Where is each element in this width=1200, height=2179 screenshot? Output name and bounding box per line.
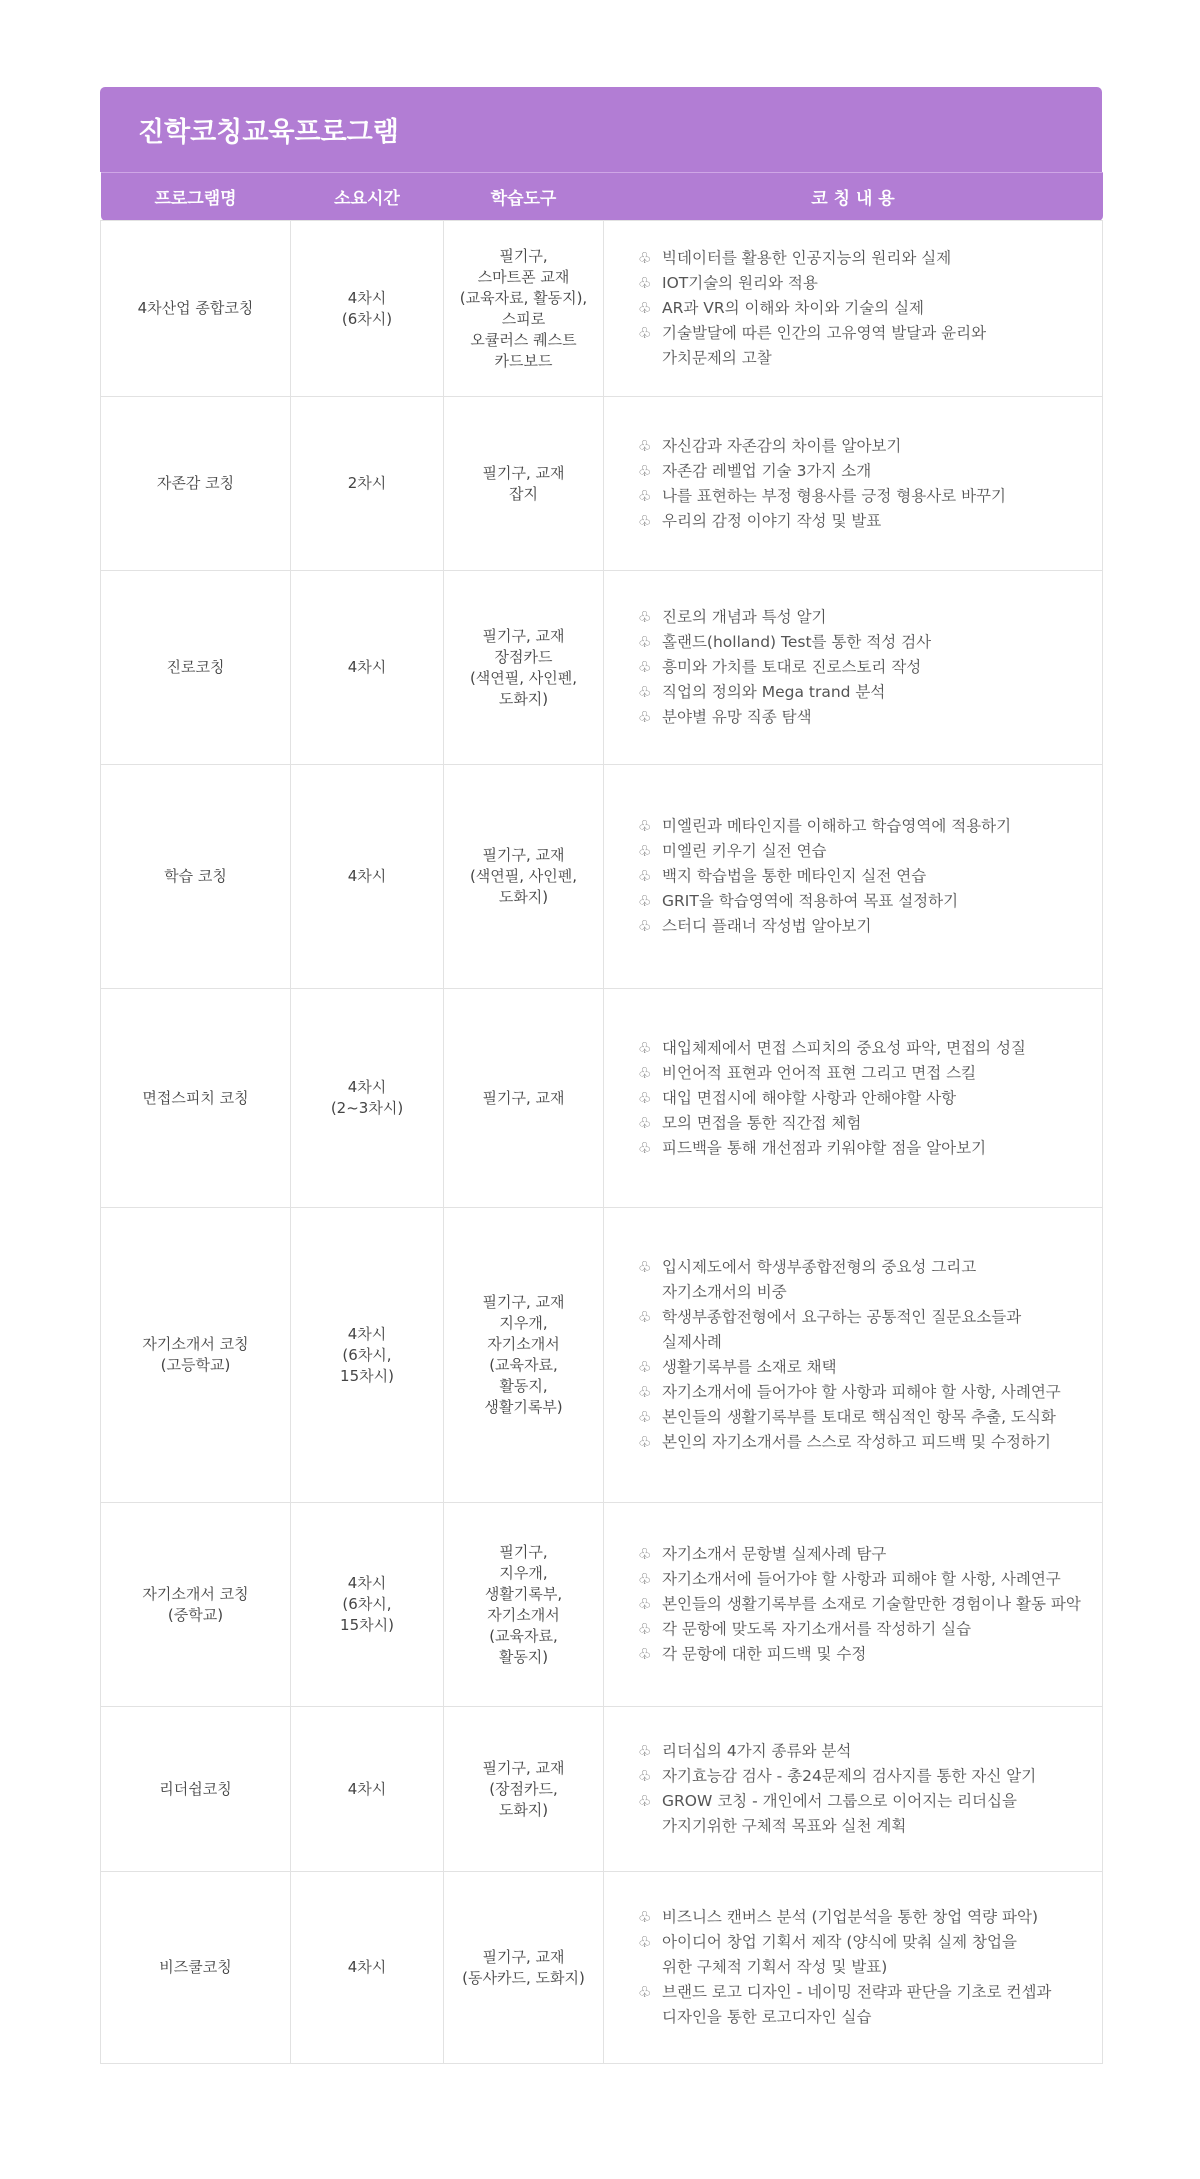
tools-cell-line: 자기소개서 [487,1335,560,1353]
duration-cell [291,1503,444,1707]
list-item-text: 비즈니스 캔버스 분석 (기업분석을 통한 창업 역량 파악) [662,1908,1038,1926]
tools-cell-line: 지우개, [499,1314,548,1332]
program-panel [100,87,1102,2064]
clover-icon: ♧ [638,1645,652,1663]
list-item [638,1905,1082,1930]
list-item [638,864,1082,889]
tools-cell-line: 필기구, 교재 [482,626,565,645]
coaching-content-cell [604,571,1103,765]
clover-icon: ♧ [638,1933,652,1951]
list-item [638,1980,1082,2030]
clover-icon: ♧ [638,486,652,505]
duration-cell [291,397,444,571]
program-name-cell-line: (중학교) [167,1605,224,1624]
list-item-text: 실제사례 [662,1333,722,1351]
page-title: 진학코칭교육프로그램 [138,117,399,148]
clover-icon: ♧ [638,1570,652,1588]
coaching-content-cell [604,765,1103,989]
clover-icon: ♧ [638,1358,652,1376]
list-item-text: 본인들의 생활기록부를 소재로 기술할만한 경험이나 활동 파악 [662,1595,1081,1613]
tools-cell-line: 도화지) [498,888,549,906]
clover-icon: ♧ [638,1063,652,1082]
list-item [638,680,1082,705]
clover-icon: ♧ [638,511,652,530]
program-name-cell [101,1503,291,1707]
program-name-cell-line: 자기소개서 코칭 [142,1335,249,1353]
tools-cell-line: 카드보드 [494,351,553,370]
duration-cell [291,221,444,397]
list-item-text: GRIT을 학습영역에 적용하여 목표 설정하기 [662,892,959,910]
list-item-text: AR과 VR의 이해와 차이와 기술의 실제 [662,299,925,317]
list-item-text: 브랜드 로고 디자인 - 네이밍 전략과 판단을 기초로 컨셉과 [662,1983,1052,2001]
list-item [638,1642,1082,1667]
coaching-content-cell [604,397,1103,571]
list-item-text: 비언어적 표현과 언어적 표현 그리고 면접 스킬 [662,1063,977,1082]
content-list [638,605,1082,730]
list-item [638,1305,1082,1355]
duration-cell-line: 4차시 [347,288,387,307]
duration-cell [291,989,444,1208]
coaching-content-cell [604,1872,1103,2064]
duration-cell-line: 2차시 [347,474,387,492]
list-item [638,1542,1082,1567]
list-item-text: 분야별 유망 직종 탐색 [662,708,812,726]
list-item-text: 홀랜드(holland) Test를 통한 적성 검사 [662,633,932,651]
coaching-content-cell [604,1707,1103,1872]
list-item [638,1061,1082,1086]
list-item [638,484,1082,509]
tools-cell [444,571,604,765]
list-item-text: 자기소개서에 들어가야 할 사항과 피해야 할 사항, 사례연구 [662,1570,1061,1588]
tools-cell-line: 스피로 [501,309,546,328]
list-item [638,1111,1082,1136]
coaching-content-cell [604,1503,1103,1707]
clover-icon: ♧ [638,1088,652,1107]
tools-cell-line: 스마트폰 교재 [477,267,570,286]
tools-cell-line: (교육자료, [489,1356,558,1374]
content-list [638,246,1082,371]
clover-icon: ♧ [638,1767,652,1785]
list-item-text: 자기소개서 문항별 실제사례 탐구 [662,1545,887,1563]
list-item [638,1380,1082,1405]
list-item [638,839,1082,864]
list-item-text: 입시제도에서 학생부종합전형의 중요성 그리고 [662,1258,977,1276]
tools-cell-line: (교육자료, [489,1626,558,1645]
list-item [638,1405,1082,1430]
clover-icon: ♧ [638,867,652,885]
list-item-text: 아이디어 창업 기획서 제작 (양식에 맞춰 실제 창업을 [662,1933,1017,1951]
list-item [638,889,1082,914]
list-item [638,605,1082,630]
clover-icon: ♧ [638,633,652,651]
table-row [101,221,1103,397]
clover-icon: ♧ [638,1620,652,1638]
list-item [638,1739,1082,1764]
duration-cell [291,1707,444,1872]
tools-cell-line: (색연필, 사인펜, [469,668,578,687]
list-item-text: 스터디 플래너 작성법 알아보기 [662,917,872,935]
list-item-text: 우리의 감정 이야기 작성 및 발표 [662,511,882,530]
content-list [638,434,1082,534]
duration-cell-line: (6차시, [342,1595,392,1613]
list-item-text: 피드백을 통해 개선점과 키워야할 점을 알아보기 [662,1138,987,1157]
program-name-cell-line: 4차산업 종합코칭 [137,299,254,317]
duration-cell [291,571,444,765]
table-row [101,765,1103,989]
tools-cell-line: 생활기록부, [484,1584,563,1603]
list-item-text: 디자인을 통한 로고디자인 실습 [662,2008,872,2026]
clover-icon: ♧ [638,1983,652,2001]
table-row [101,1872,1103,2064]
list-item-text: 자기소개서에 들어가야 할 사항과 피해야 할 사항, 사례연구 [662,1383,1061,1401]
program-name-cell-line: 진로코칭 [166,658,225,676]
list-item-text: 빅데이터를 활용한 인공지능의 원리와 실제 [662,249,952,267]
clover-icon: ♧ [638,1038,652,1057]
list-item [638,1592,1082,1617]
coaching-content-cell [604,221,1103,397]
list-item-text: 각 문항에 맞도록 자기소개서를 작성하기 실습 [662,1620,972,1638]
duration-cell-line: (6차시, [342,1345,392,1364]
list-item-text: 학생부종합전형에서 요구하는 공통적인 질문요소들과 [662,1308,1022,1326]
duration-cell-line: (6차시) [341,309,393,328]
clover-icon: ♧ [638,608,652,626]
list-item [638,1430,1082,1455]
list-item-text: 자신감과 자존감의 차이를 알아보기 [662,436,902,455]
clover-icon: ♧ [638,299,652,317]
program-name-cell-line: 자기소개서 코칭 [142,1584,249,1603]
list-item [638,914,1082,939]
list-item [638,655,1082,680]
tools-cell-line: 오큘러스 퀘스트 [470,330,577,349]
list-item [638,321,1082,371]
table-body [101,221,1103,2064]
duration-cell-line: 4차시 [347,658,387,676]
program-name-cell-line: 리더쉽코칭 [159,1779,232,1798]
coaching-content-cell [604,989,1103,1208]
list-item-text: 본인의 자기소개서를 스스로 작성하고 피드백 및 수정하기 [662,1433,1051,1451]
duration-cell [291,1872,444,2064]
tools-cell [444,1872,604,2064]
clover-icon: ♧ [638,892,652,910]
duration-cell-line: 15차시) [340,1366,394,1385]
list-item [638,814,1082,839]
table-row [101,1503,1103,1707]
list-item-text: 진로의 개념과 특성 알기 [662,608,827,626]
tools-cell [444,765,604,989]
program-name-cell [101,221,291,397]
tools-cell-line: 필기구, 교재 [482,846,565,864]
content-list [638,1255,1082,1455]
table-row [101,1707,1103,1872]
tools-cell [444,397,604,571]
tools-cell-line: 생활기록부) [484,1398,563,1416]
table-row [101,571,1103,765]
content-list [638,1036,1082,1161]
list-item-text: 백지 학습법을 통한 메타인지 실전 연습 [662,867,927,885]
program-name-cell-line: 학습 코칭 [164,867,227,885]
list-item-text: 모의 면접을 통한 직간접 체험 [662,1113,862,1132]
program-name-cell [101,989,291,1208]
list-item [638,1036,1082,1061]
tools-cell-line: 필기구, 교재 [482,1088,565,1107]
list-item-text: 가치문제의 고찰 [662,349,772,367]
clover-icon: ♧ [638,817,652,835]
clover-icon: ♧ [638,1408,652,1426]
tools-cell-line: 필기구, [499,246,548,265]
header-tools: 학습도구 [444,173,604,221]
clover-icon: ♧ [638,324,652,342]
clover-icon: ♧ [638,708,652,726]
tools-cell-line: 필기구, 교재 [482,1947,565,1966]
list-item [638,509,1082,534]
list-item-text: 대입체제에서 면접 스피치의 중요성 파악, 면접의 성질 [662,1038,1026,1057]
tools-cell-line: (동사카드, 도화지) [462,1968,585,1987]
list-item [638,296,1082,321]
tools-cell [444,1208,604,1503]
list-item [638,1930,1082,1980]
duration-cell-line: 4차시 [347,1078,387,1096]
program-name-cell-line: 자존감 코칭 [156,474,235,492]
duration-cell-line: 4차시 [347,1779,387,1798]
list-item-text: GROW 코칭 - 개인에서 그룹으로 이어지는 리더십을 [662,1792,1017,1810]
clover-icon: ♧ [638,917,652,935]
list-item [638,1255,1082,1305]
tools-cell-line: 필기구, 교재 [482,1293,565,1311]
tools-cell-line: (색연필, 사인펜, [469,867,578,885]
clover-icon: ♧ [638,1742,652,1760]
header-duration: 소요시간 [291,173,444,221]
duration-cell [291,765,444,989]
clover-icon: ♧ [638,1792,652,1810]
duration-cell-line: 4차시 [347,1958,387,1976]
clover-icon: ♧ [638,1433,652,1451]
clover-icon: ♧ [638,1308,652,1326]
coaching-content-cell [604,1208,1103,1503]
clover-icon: ♧ [638,1258,652,1276]
header-content: 코 칭 내 용 [604,173,1103,221]
tools-cell [444,1503,604,1707]
list-item-text: 미엘린 키우기 실전 연습 [662,842,827,860]
list-item-text: 각 문항에 대한 피드백 및 수정 [662,1645,867,1663]
tools-cell-line: 도화지) [498,1800,549,1819]
clover-icon: ♧ [638,436,652,455]
list-item-text: 흥미와 가치를 토대로 진로스토리 작성 [662,658,922,676]
list-item-text: 기술발달에 따른 인간의 고유영역 발달과 윤리와 [662,324,987,342]
tools-cell-line: 도화지) [498,689,549,708]
tools-cell-line: 지우개, [499,1563,548,1582]
list-item [638,1789,1082,1839]
duration-cell-line: 15차시) [340,1616,394,1634]
list-item [638,434,1082,459]
duration-cell [291,1208,444,1503]
clover-icon: ♧ [638,842,652,860]
tools-cell-line: (장점카드, [489,1779,558,1798]
list-item-text: 자기소개서의 비중 [662,1283,787,1301]
header-program-name: 프로그램명 [101,173,291,221]
clover-icon: ♧ [638,1595,652,1613]
tools-cell-line: 활동지) [498,1647,549,1666]
duration-cell-line: 4차시 [347,867,387,885]
tools-cell [444,1707,604,1872]
clover-icon: ♧ [638,249,652,267]
list-item [638,1086,1082,1111]
table-row [101,397,1103,571]
content-list [638,1739,1082,1839]
list-item-text: 자기효능감 검사 - 총24문제의 검사지를 통한 자신 알기 [662,1767,1037,1785]
clover-icon: ♧ [638,1383,652,1401]
program-name-cell [101,1872,291,2064]
list-item [638,1617,1082,1642]
list-item [638,1764,1082,1789]
tools-cell-line: 필기구, [499,1542,548,1561]
list-item [638,705,1082,730]
tools-cell-line: 잡지 [509,484,538,503]
content-list [638,1542,1082,1667]
table-header-row [101,173,1103,221]
list-item-text: 자존감 레벨업 기술 3가지 소개 [662,461,872,480]
content-list [638,1905,1082,2030]
list-item-text: 대입 면접시에 해야할 사항과 안해야할 사항 [662,1088,957,1107]
title-bar [100,87,1102,172]
list-item-text: 본인들의 생활기록부를 토대로 핵심적인 항목 추출, 도식화 [662,1408,1056,1426]
table-row [101,1208,1103,1503]
list-item-text: 나를 표현하는 부정 형용사를 긍정 형용사로 바꾸기 [662,486,1006,505]
clover-icon: ♧ [638,461,652,480]
duration-cell-line: (2~3차시) [330,1099,404,1117]
program-name-cell [101,397,291,571]
content-list [638,814,1082,939]
list-item-text: 리더십의 4가지 종류와 분석 [662,1742,852,1760]
tools-cell [444,221,604,397]
program-name-cell-line: (고등학교) [160,1356,231,1374]
program-name-cell [101,1208,291,1503]
list-item [638,630,1082,655]
list-item-text: 직업의 정의와 Mega trand 분석 [662,683,886,701]
tools-cell-line: 활동지, [499,1377,548,1395]
list-item-text: 생활기록부를 소재로 채택 [662,1358,837,1376]
program-name-cell-line: 면접스피치 코칭 [142,1088,249,1107]
clover-icon: ♧ [638,1138,652,1157]
tools-cell-line: 자기소개서 [487,1605,560,1624]
clover-icon: ♧ [638,1908,652,1926]
list-item [638,271,1082,296]
program-name-cell [101,571,291,765]
table-row [101,989,1103,1208]
list-item [638,246,1082,271]
tools-cell-line: 필기구, 교재 [482,1758,565,1777]
tools-cell-line: 장점카드 [494,647,553,666]
clover-icon: ♧ [638,658,652,676]
tools-cell [444,989,604,1208]
clover-icon: ♧ [638,274,652,292]
duration-cell-line: 4차시 [347,1324,387,1343]
list-item [638,1355,1082,1380]
tools-cell-line: 필기구, 교재 [482,463,565,482]
tools-cell-line: (교육자료, 활동지), [459,288,588,307]
list-item [638,459,1082,484]
list-item [638,1567,1082,1592]
list-item-text: 위한 구체적 기획서 작성 및 발표) [662,1958,888,1976]
clover-icon: ♧ [638,1113,652,1132]
duration-cell-line: 4차시 [347,1574,387,1592]
program-name-cell [101,1707,291,1872]
list-item-text: 가지기위한 구체적 목표와 실천 계획 [662,1817,907,1835]
clover-icon: ♧ [638,1545,652,1563]
list-item-text: IOT기술의 원리와 적용 [662,274,818,292]
program-table [100,172,1103,2064]
clover-icon: ♧ [638,683,652,701]
list-item [638,1136,1082,1161]
list-item-text: 미엘린과 메타인지를 이해하고 학습영역에 적용하기 [662,817,1012,835]
program-name-cell [101,765,291,989]
program-name-cell-line: 비즈쿨코칭 [159,1958,232,1976]
